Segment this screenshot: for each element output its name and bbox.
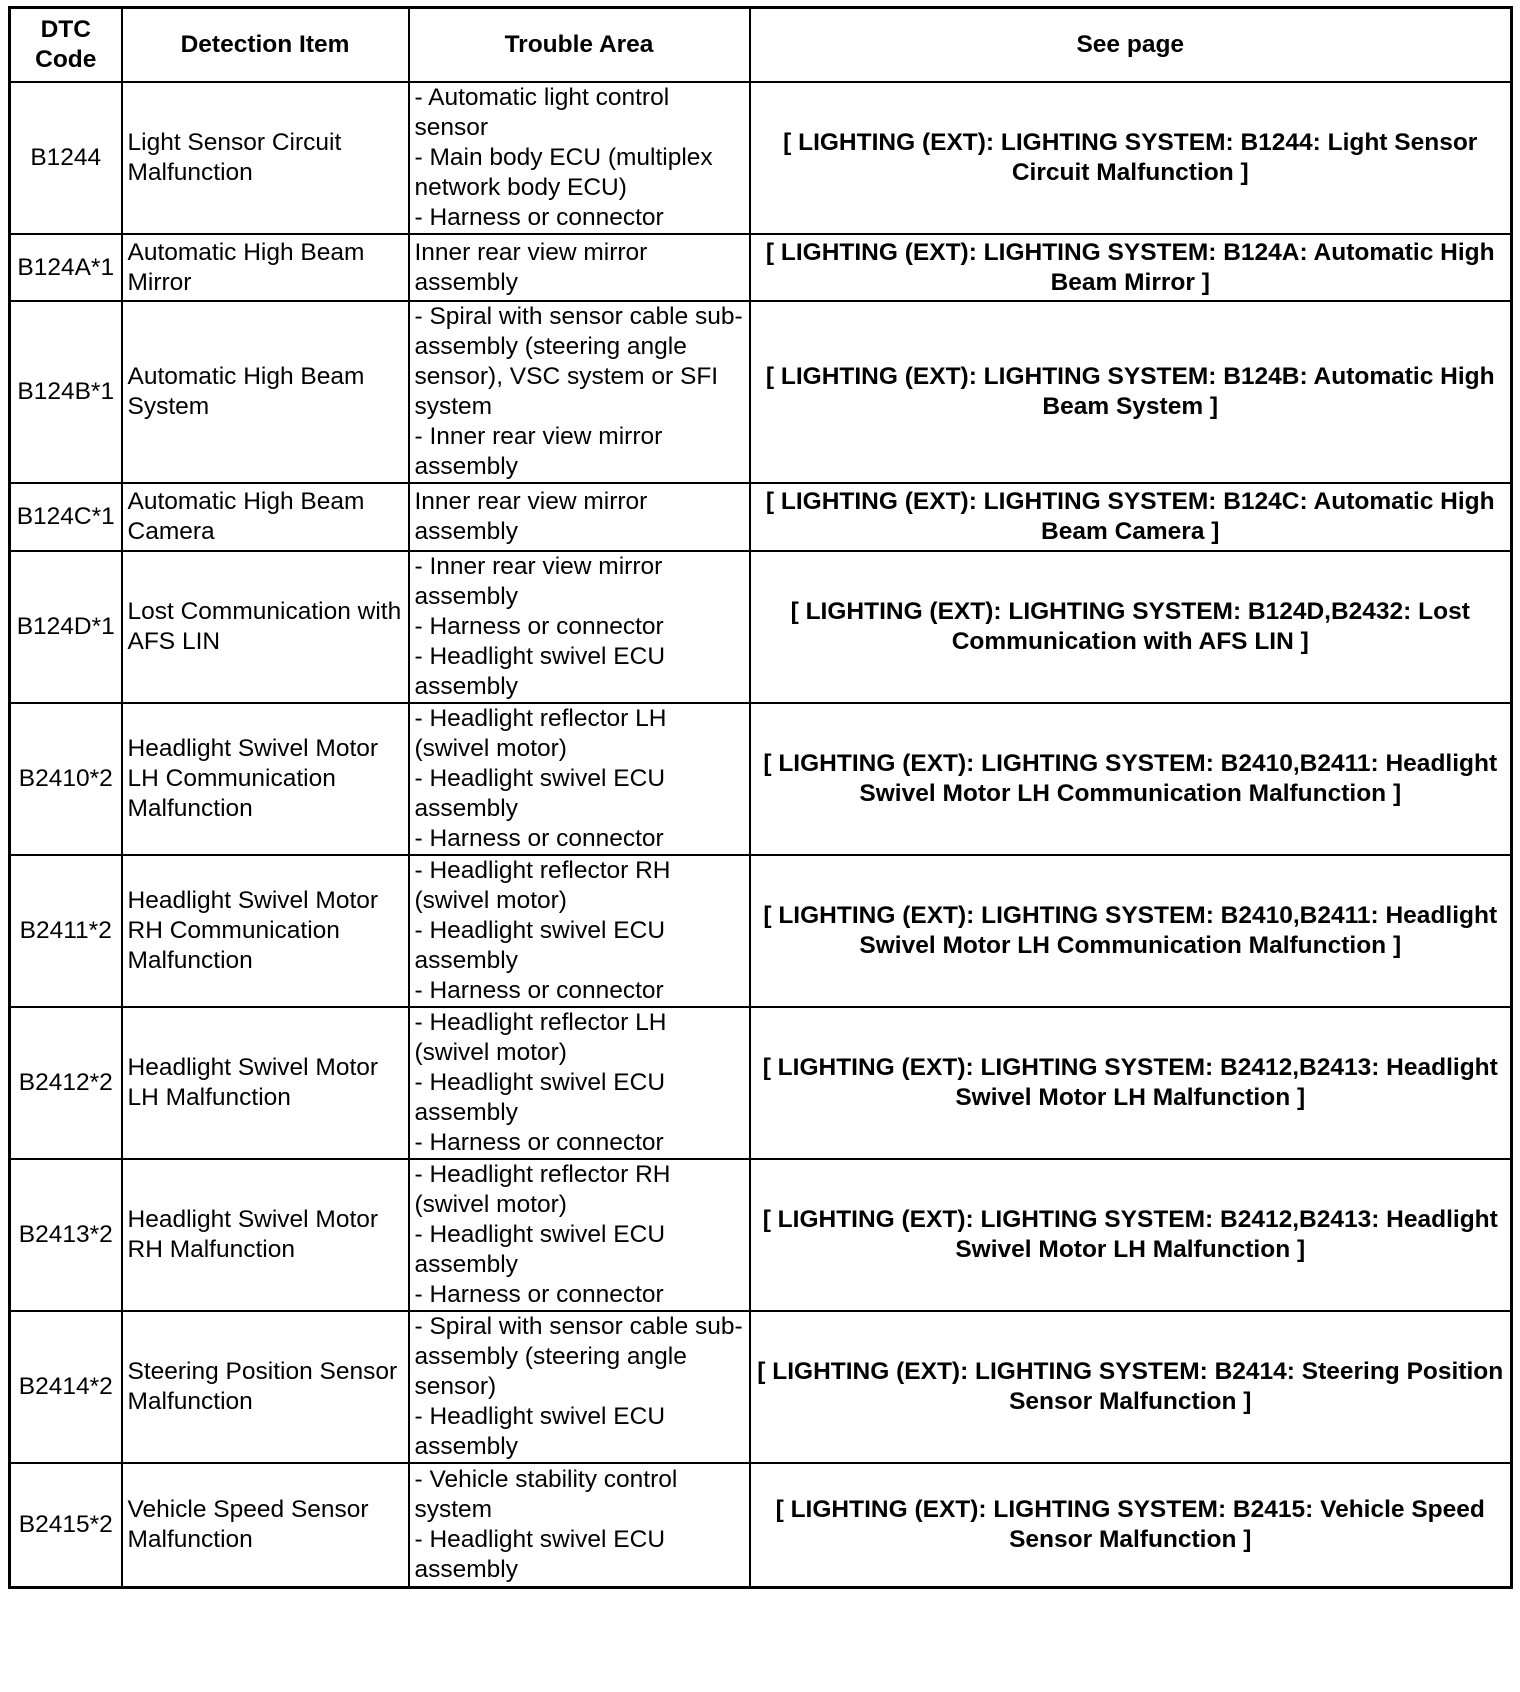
see-page-link[interactable]: [ LIGHTING (EXT): LIGHTING SYSTEM: B124B: Automatic High Beam System ]: [750, 301, 1512, 483]
see-page-link[interactable]: [ LIGHTING (EXT): LIGHTING SYSTEM: B2415: Vehicle Speed Sensor Malfunction ]: [750, 1463, 1512, 1587]
detection-item-cell: Automatic High Beam Mirror: [122, 234, 409, 301]
trouble-area-line: - Headlight reflector RH (swivel motor): [414, 1161, 671, 1218]
trouble-area-line: - Headlight swivel ECU assembly: [414, 1403, 666, 1460]
table-row: [10, 301, 1512, 483]
header-trouble-area: Trouble Area: [409, 8, 750, 83]
trouble-area-cell: [409, 1159, 750, 1311]
trouble-area-line: - Headlight swivel ECU assembly: [414, 643, 666, 700]
detection-item-cell: Steering Position Sensor Malfunction: [122, 1311, 409, 1463]
table-row: [10, 855, 1512, 1007]
detection-item-cell: Headlight Swivel Motor LH Malfunction: [122, 1007, 409, 1159]
detection-item-cell: Automatic High Beam System: [122, 301, 409, 483]
trouble-area-cell: [409, 234, 750, 301]
trouble-area-cell: [409, 551, 750, 703]
trouble-area-cell: [409, 82, 750, 234]
table-row: [10, 82, 1512, 234]
see-page-link[interactable]: [ LIGHTING (EXT): LIGHTING SYSTEM: B2412,B2413: Headlight Swivel Motor LH Malfunction ]: [750, 1007, 1512, 1159]
trouble-area-line: - Harness or connector: [414, 204, 664, 231]
trouble-area-line: - Harness or connector: [414, 977, 664, 1004]
see-page-link[interactable]: [ LIGHTING (EXT): LIGHTING SYSTEM: B1244: Light Sensor Circuit Malfunction ]: [750, 82, 1512, 234]
trouble-area-cell: [409, 301, 750, 483]
see-page-link[interactable]: [ LIGHTING (EXT): LIGHTING SYSTEM: B124A: Automatic High Beam Mirror ]: [750, 234, 1512, 301]
dtc-code-cell: B124A*1: [10, 234, 122, 301]
trouble-area-line: - Inner rear view mirror assembly: [414, 423, 663, 480]
table-row: [10, 703, 1512, 855]
trouble-area-line: Inner rear view mirror assembly: [414, 238, 648, 296]
dtc-code-cell: B1244: [10, 82, 122, 234]
dtc-code-cell: B2415*2: [10, 1463, 122, 1587]
trouble-area-line: - Harness or connector: [414, 613, 664, 640]
dtc-code-cell: B2410*2: [10, 703, 122, 855]
trouble-area-cell: [409, 483, 750, 551]
table-row: [10, 483, 1512, 551]
trouble-area-cell: [409, 1311, 750, 1463]
dtc-code-cell: B2412*2: [10, 1007, 122, 1159]
trouble-area-line: - Headlight swivel ECU assembly: [414, 1221, 666, 1278]
see-page-link[interactable]: [ LIGHTING (EXT): LIGHTING SYSTEM: B2412,B2413: Headlight Swivel Motor LH Malfunction ]: [750, 1159, 1512, 1311]
trouble-area-cell: [409, 1007, 750, 1159]
see-page-link[interactable]: [ LIGHTING (EXT): LIGHTING SYSTEM: B2410,B2411: Headlight Swivel Motor LH Communication Malfunction ]: [750, 703, 1512, 855]
trouble-area-cell: [409, 703, 750, 855]
trouble-area-cell: [409, 855, 750, 1007]
see-page-link[interactable]: [ LIGHTING (EXT): LIGHTING SYSTEM: B124C: Automatic High Beam Camera ]: [750, 483, 1512, 551]
header-see-page: See page: [750, 8, 1512, 83]
dtc-table: [8, 6, 1513, 1589]
trouble-area-line: - Headlight reflector LH (swivel motor): [414, 705, 667, 762]
trouble-area-line: - Harness or connector: [414, 1129, 664, 1156]
trouble-area-line: - Headlight swivel ECU assembly: [414, 1069, 666, 1126]
table-row: [10, 1463, 1512, 1587]
dtc-code-cell: B2411*2: [10, 855, 122, 1007]
trouble-area-line: - Spiral with sensor cable sub-assembly (steering angle sensor), VSC system or SFI system: [414, 303, 743, 420]
trouble-area-line: - Harness or connector: [414, 1281, 664, 1308]
table-row: [10, 1311, 1512, 1463]
table-row: [10, 1007, 1512, 1159]
table-row: [10, 234, 1512, 301]
table-header-row: [10, 8, 1512, 83]
table-row: [10, 551, 1512, 703]
detection-item-cell: Headlight Swivel Motor LH Communication Malfunction: [122, 703, 409, 855]
header-dtc-code: DTC Code: [10, 8, 122, 83]
trouble-area-cell: [409, 1463, 750, 1587]
detection-item-cell: Light Sensor Circuit Malfunction: [122, 82, 409, 234]
trouble-area-line: - Vehicle stability control system: [414, 1465, 678, 1523]
dtc-code-cell: B124C*1: [10, 483, 122, 551]
see-page-link[interactable]: [ LIGHTING (EXT): LIGHTING SYSTEM: B2410,B2411: Headlight Swivel Motor LH Communication Malfunction ]: [750, 855, 1512, 1007]
table-body: [10, 82, 1512, 1587]
trouble-area-line: Inner rear view mirror assembly: [414, 488, 648, 545]
dtc-code-cell: B124D*1: [10, 551, 122, 703]
see-page-link[interactable]: [ LIGHTING (EXT): LIGHTING SYSTEM: B124D,B2432: Lost Communication with AFS LIN ]: [750, 551, 1512, 703]
detection-item-cell: Headlight Swivel Motor RH Malfunction: [122, 1159, 409, 1311]
table-row: [10, 1159, 1512, 1311]
detection-item-cell: Lost Communication with AFS LIN: [122, 551, 409, 703]
detection-item-cell: Headlight Swivel Motor RH Communication Malfunction: [122, 855, 409, 1007]
header-detection-item: Detection Item: [122, 8, 409, 83]
trouble-area-line: - Headlight reflector LH (swivel motor): [414, 1009, 667, 1066]
see-page-link[interactable]: [ LIGHTING (EXT): LIGHTING SYSTEM: B2414: Steering Position Sensor Malfunction ]: [750, 1311, 1512, 1463]
trouble-area-line: - Spiral with sensor cable sub-assembly (steering angle sensor): [414, 1313, 743, 1400]
dtc-code-cell: B124B*1: [10, 301, 122, 483]
trouble-area-line: - Headlight swivel ECU assembly: [414, 917, 666, 974]
trouble-area-line: - Headlight reflector RH (swivel motor): [414, 857, 671, 914]
trouble-area-line: - Main body ECU (multiplex network body ECU): [414, 144, 713, 201]
trouble-area-line: - Harness or connector: [414, 825, 664, 852]
trouble-area-line: - Automatic light control sensor: [414, 84, 670, 141]
trouble-area-line: - Headlight swivel ECU assembly: [414, 1525, 666, 1583]
dtc-code-cell: B2414*2: [10, 1311, 122, 1463]
detection-item-cell: Vehicle Speed Sensor Malfunction: [122, 1463, 409, 1587]
dtc-code-cell: B2413*2: [10, 1159, 122, 1311]
trouble-area-line: - Headlight swivel ECU assembly: [414, 765, 666, 822]
detection-item-cell: Automatic High Beam Camera: [122, 483, 409, 551]
trouble-area-line: - Inner rear view mirror assembly: [414, 553, 663, 610]
